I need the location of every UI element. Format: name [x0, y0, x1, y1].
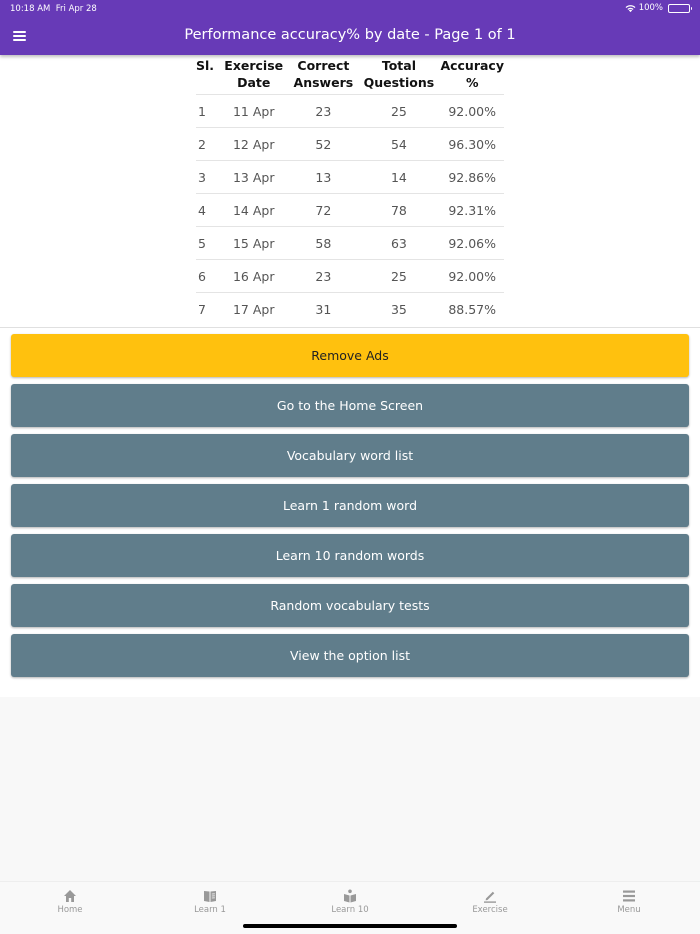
wifi-icon: [625, 4, 636, 13]
cell-total: 25: [364, 95, 435, 128]
tab-exercise[interactable]: [450, 889, 530, 915]
random-tests-button[interactable]: Random vocabulary tests: [11, 584, 689, 627]
tab-menu[interactable]: [589, 889, 669, 915]
header-total: Total Questions: [363, 58, 435, 90]
page-title: Performance accuracy% by date - Page 1 of 1: [184, 27, 516, 43]
cell-date: 12 Apr: [224, 128, 283, 161]
battery-percent: 100%: [638, 3, 663, 13]
cell-date: 13 Apr: [224, 161, 283, 194]
cell-sl: 1: [196, 95, 224, 128]
cell-total: 25: [364, 260, 435, 293]
cell-sl: 2: [196, 128, 224, 161]
status-indicators: [625, 3, 690, 13]
cell-sl: 3: [196, 161, 224, 194]
tab-home[interactable]: [30, 889, 110, 915]
table-row: [196, 161, 504, 194]
cell-accuracy: 88.57%: [434, 293, 504, 326]
pencil-icon: [483, 889, 497, 903]
cell-sl: 6: [196, 260, 224, 293]
tab-learn-10[interactable]: [310, 889, 390, 915]
status-bar: [0, 0, 700, 17]
cell-date: 11 Apr: [224, 95, 283, 128]
cell-correct: 31: [283, 293, 363, 326]
table-row: [196, 260, 504, 293]
header-date: Exercise Date: [224, 58, 284, 90]
tab-label: Home: [57, 905, 83, 915]
cell-accuracy: 92.00%: [434, 260, 504, 293]
book-icon: [203, 889, 217, 903]
word-list-button[interactable]: Vocabulary word list: [11, 434, 689, 477]
date-text: Fri Apr 28: [55, 4, 97, 14]
cell-accuracy: 92.06%: [434, 227, 504, 260]
app-header: [0, 0, 700, 55]
cell-date: 14 Apr: [224, 194, 283, 227]
cell-accuracy: 96.30%: [434, 128, 504, 161]
cell-accuracy: 92.00%: [434, 95, 504, 128]
reader-icon: [343, 889, 357, 903]
table-row: [196, 194, 504, 227]
menu-icon: [622, 889, 636, 903]
cell-accuracy: 92.31%: [434, 194, 504, 227]
cell-total: 35: [364, 293, 435, 326]
tab-label: Exercise: [472, 905, 508, 915]
cell-correct: 23: [283, 260, 363, 293]
learn-ten-button[interactable]: Learn 10 random words: [11, 534, 689, 577]
time-text: 10:18 AM: [10, 4, 51, 14]
tab-learn-1[interactable]: [170, 889, 250, 915]
cell-accuracy: 92.86%: [434, 161, 504, 194]
cell-correct: 52: [283, 128, 363, 161]
remove-ads-button[interactable]: Remove Ads: [11, 334, 689, 377]
table-row: [196, 227, 504, 260]
header-correct: Correct Answers: [293, 58, 354, 90]
cell-total: 54: [364, 128, 435, 161]
cell-correct: 72: [283, 194, 363, 227]
battery-icon: [668, 4, 690, 13]
cell-total: 63: [364, 227, 435, 260]
cell-correct: 58: [283, 227, 363, 260]
status-time: [10, 4, 97, 14]
cell-correct: 13: [283, 161, 363, 194]
option-list-button[interactable]: View the option list: [11, 634, 689, 677]
accuracy-table: [196, 55, 504, 326]
header-accuracy: Accuracy %: [440, 58, 504, 90]
cell-sl: 5: [196, 227, 224, 260]
hamburger-icon[interactable]: [13, 31, 26, 41]
home-indicator[interactable]: [243, 924, 457, 928]
cell-sl: 4: [196, 194, 224, 227]
table-row: [196, 128, 504, 161]
learn-one-button[interactable]: Learn 1 random word: [11, 484, 689, 527]
cell-sl: 7: [196, 293, 224, 326]
table-row: [196, 293, 504, 326]
divider: [0, 327, 700, 328]
cell-total: 78: [364, 194, 435, 227]
cell-date: 15 Apr: [224, 227, 283, 260]
tab-label: Menu: [617, 905, 641, 915]
table-row: [196, 95, 504, 128]
home-icon: [63, 889, 77, 903]
tab-label: Learn 10: [331, 905, 369, 915]
accuracy-table-container: [196, 55, 504, 326]
cell-date: 16 Apr: [224, 260, 283, 293]
main-content: [0, 55, 700, 697]
table-header-row: [196, 55, 504, 95]
cell-total: 14: [364, 161, 435, 194]
cell-correct: 23: [283, 95, 363, 128]
tab-label: Learn 1: [194, 905, 226, 915]
header-sl: Sl.: [196, 58, 215, 73]
home-screen-button[interactable]: Go to the Home Screen: [11, 384, 689, 427]
cell-date: 17 Apr: [224, 293, 283, 326]
